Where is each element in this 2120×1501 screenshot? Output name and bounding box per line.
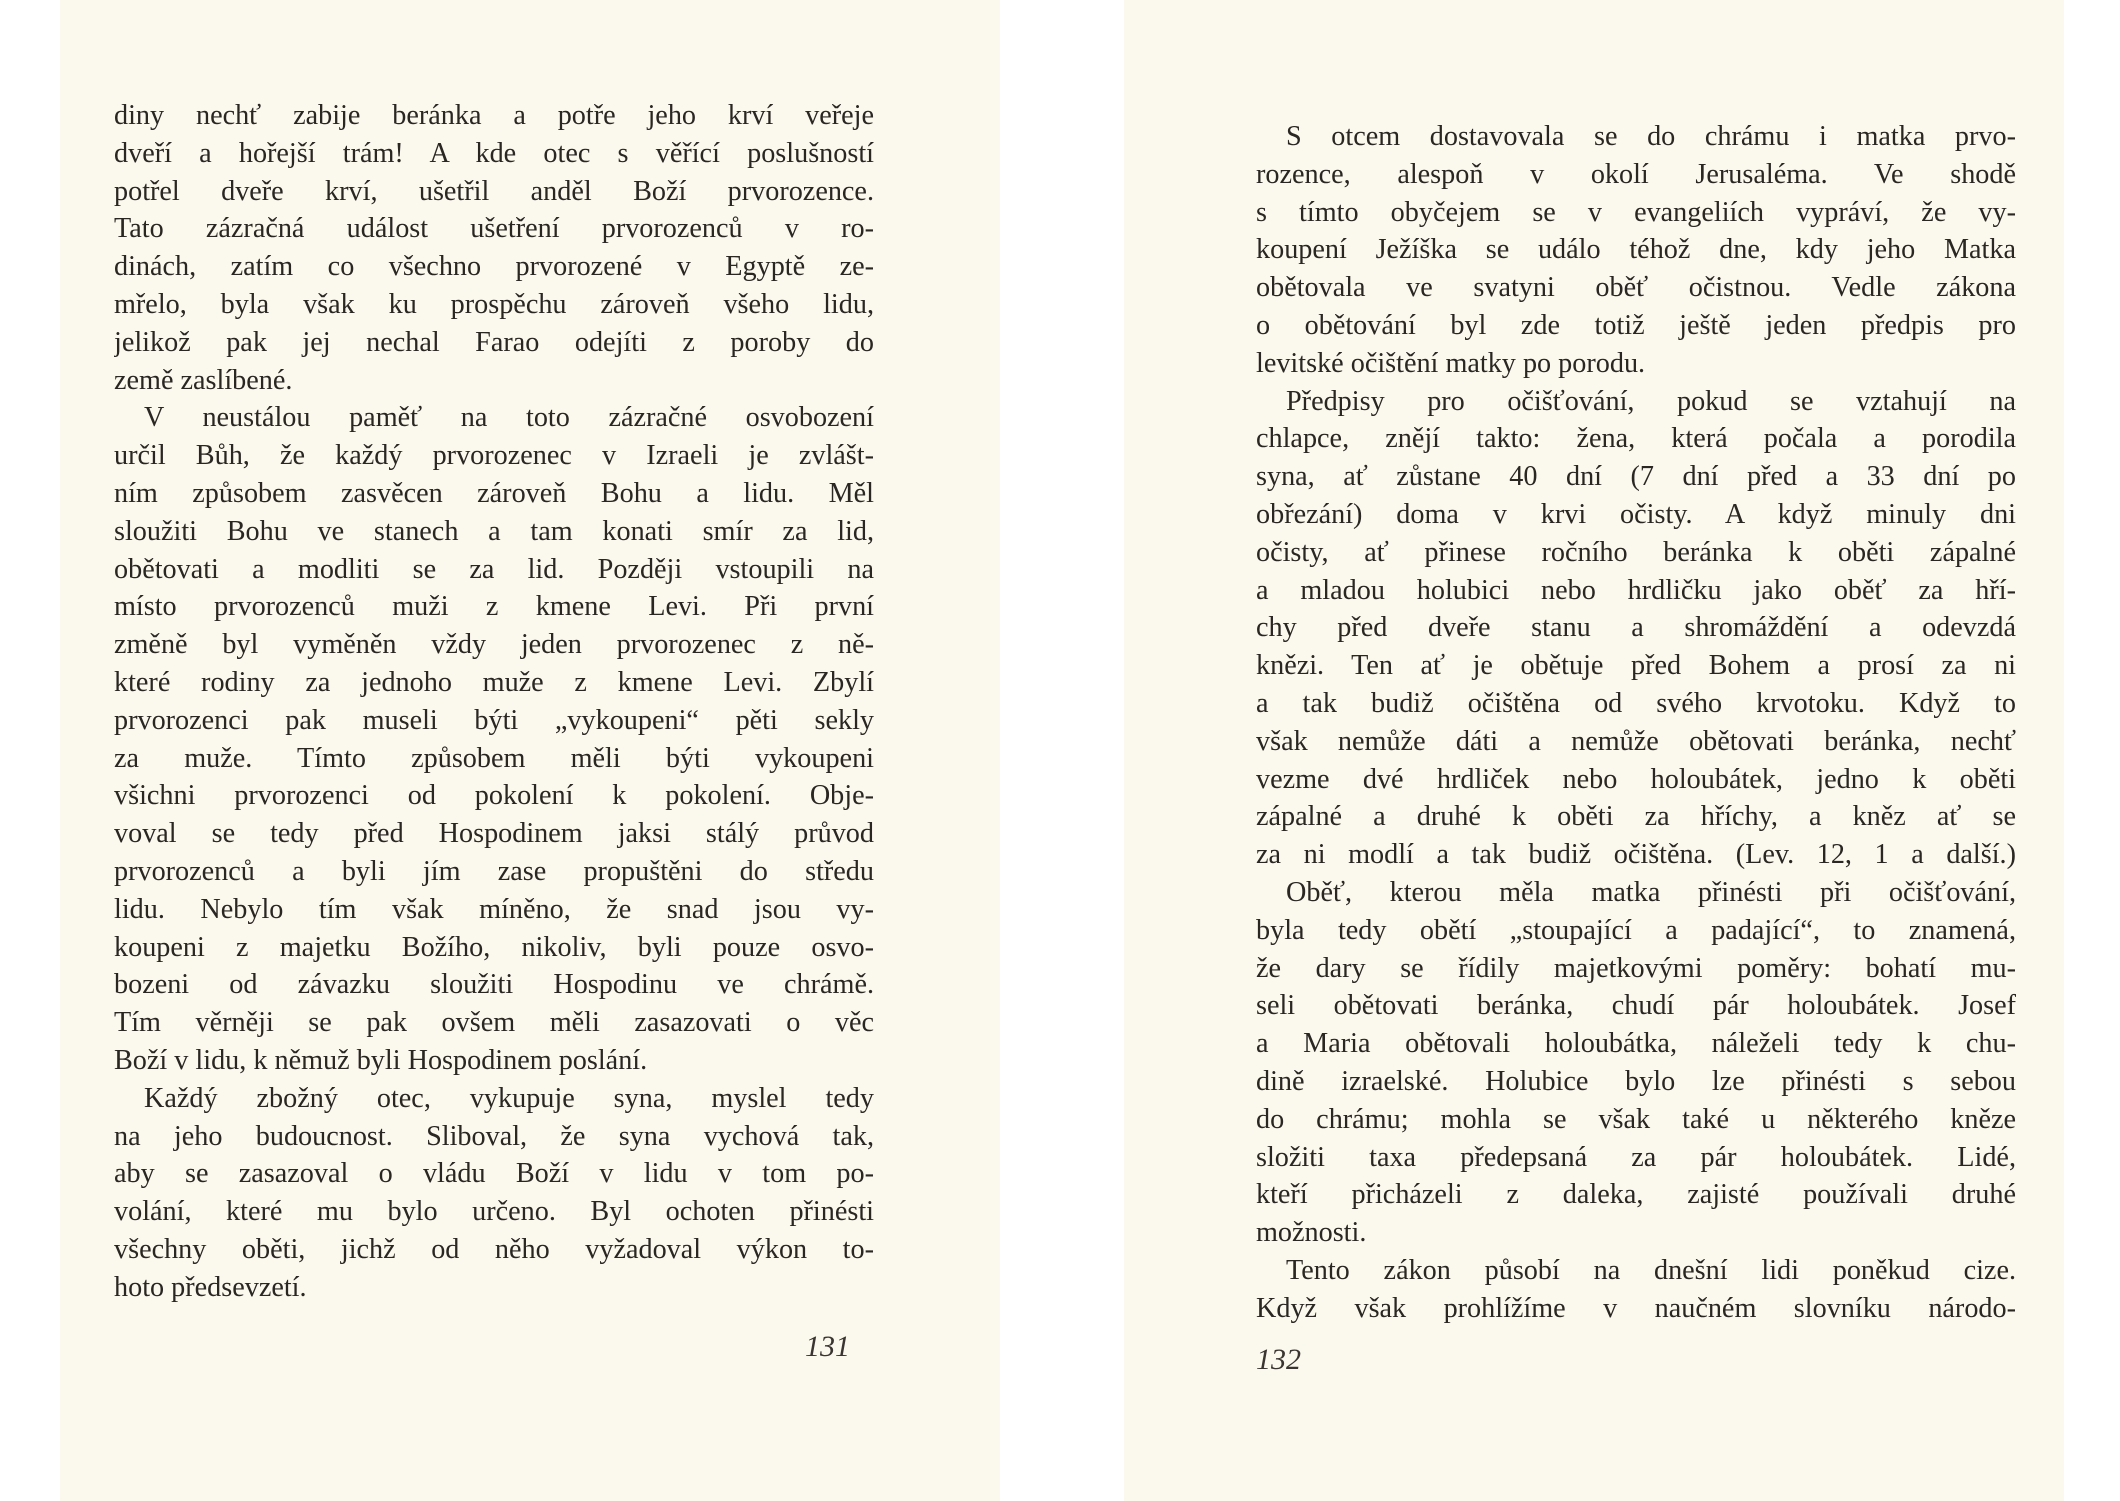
text-line: určil Bůh, že každý prvorozenec v Izraeli je zvlášt- [114,440,874,472]
text-line: obětovala ve svatyni oběť očistnou. Vedle zákona [1256,272,2016,304]
text-line: Tato zázračná událost ušetření prvorozenců v ro- [114,213,874,245]
text-line: syna, ať zůstane 40 dní (7 dní před a 33 dní po [1256,461,2016,493]
text-line: změně byl vyměněn vždy jeden prvorozenec z ně- [114,629,874,661]
text-line: aby se zasazoval o vládu Boží v lidu v tom po- [114,1158,874,1190]
text-line: seli obětovati beránka, chudí pár holoubátek. Josef [1256,990,2016,1022]
text-line: prvorozenci pak museli býti „vykoupeni“ pěti sekly [114,704,874,736]
text-line: dině izraelské. Holubice bylo lze přinésti s sebou [1256,1065,2016,1097]
text-line: za ni modlí a tak budiž očištěna. (Lev. 12, 1 a další.) [1256,839,2016,871]
text-line: mřelo, byla však ku prospěchu zároveň všeho lidu, [114,288,874,320]
text-line: složiti taxa předepsaná za pár holoubátek. Lidé, [1256,1141,2016,1173]
text-line: Oběť, kterou měla matka přinésti při očišťování, [1286,876,2016,908]
right-page-text [1256,118,2016,1328]
text-line: chlapce, znějí takto: žena, která počala a porodila [1256,423,2016,455]
text-line: o obětování byl zde totiž ještě jeden předpis pro [1256,309,2016,341]
text-line: obřezání) doma v krvi očisty. A když minuly dni [1256,498,2016,530]
text-line: a mladou holubici nebo hrdličku jako oběť za hří- [1256,574,2016,606]
text-line: sloužiti Bohu ve stanech a tam konati smír za lid, [114,515,874,547]
text-line: diny nechť zabije beránka a potře jeho krví veřeje [114,100,874,131]
text-line: možnosti. [1256,1217,1367,1249]
text-line: byla tedy obětí „stoupající a padající“, to znamená, [1256,914,2016,946]
text-line: S otcem dostavovala se do chrámu i matka prvo- [1286,121,2016,152]
text-line: ním způsobem zasvěcen zároveň Bohu a lidu. Měl [114,477,874,509]
text-line: jelikož pak jej nechal Farao odejíti z poroby do [114,326,874,358]
text-line: obětovati a modliti se za lid. Později vstoupili na [114,553,874,585]
left-page [60,0,1000,1501]
text-line: a tak budiž očištěna od svého krvotoku. Když to [1256,687,2016,719]
text-line: místo prvorozenců muži z kmene Levi. Při první [114,591,874,623]
text-line: koupeni z majetku Božího, nikoliv, byli pouze osvo- [114,931,874,963]
right-page [1124,0,2064,1501]
text-line: do chrámu; mohla se však také u některého kněze [1256,1103,2016,1135]
text-line: všichni prvorozenci od pokolení k pokolení. Obje- [114,780,874,812]
text-line: Tím věrněji se pak ovšem měli zasazovati o věc [114,1007,874,1039]
text-line: za muže. Tímto způsobem měli býti vykoupeni [114,742,874,774]
text-line: hoto předsevzetí. [114,1271,307,1303]
text-line: s tímto obyčejem se v evangeliích vypráví, že vy- [1256,196,2016,228]
text-line: lidu. Nebylo tím však míněno, že snad jsou vy- [114,893,874,925]
text-line: V neustálou paměť na toto zázračné osvobození [144,402,874,434]
text-line: dveří a hořejší trám! A kde otec s věřící poslušností [114,137,874,169]
text-line: bozeni od závazku sloužiti Hospodinu ve chrámě. [114,969,874,1001]
text-line: všechny oběti, jichž od něho vyžadoval výkon to- [114,1233,874,1265]
text-line: a Maria obětovali holoubátka, náleželi tedy k chu- [1256,1028,2016,1060]
text-line: Boží v lidu, k němuž byli Hospodinem poslání. [114,1044,648,1076]
text-line: země zaslíbené. [114,364,293,396]
text-line: že dary se řídily majetkovými poměry: bohatí mu- [1256,952,2016,984]
text-line: prvorozenců a byli jím zase propuštěni do středu [114,855,874,887]
text-line: chy před dveře stanu a shromáždění a odevzdá [1256,612,2016,644]
text-line: které rodiny za jednoho muže z kmene Levi. Zbylí [114,666,874,698]
text-line: dinách, zatím co všechno prvorozené v Egyptě ze- [114,251,874,283]
text-line: knězi. Ten ať je obětuje před Bohem a prosí za ni [1256,650,2016,682]
text-line: Když však prohlížíme v naučném slovníku národo- [1256,1292,2016,1324]
text-line: však nemůže dáti a nemůže obětovati beránka, nechť [1256,725,2016,757]
page-number: 132 [1256,1343,1301,1376]
text-line: rozence, alespoň v okolí Jerusaléma. Ve shodě [1256,158,2016,190]
text-line: levitské očištění matky po porodu. [1256,347,1646,379]
text-line: voval se tedy před Hospodinem jaksi stálý průvod [114,818,874,850]
text-line: potřel dveře krví, ušetřil anděl Boží prvorozence. [114,175,874,207]
text-line: zápalné a druhé k oběti za hříchy, a kněz ať se [1256,801,2016,833]
left-page-text [114,97,874,1307]
text-line: vezme dvé hrdliček nebo holoubátek, jedno k oběti [1256,763,2016,795]
text-line: očisty, ať přinese ročního beránka k oběti zápalné [1256,536,2016,568]
text-line: na jeho budoucnost. Sliboval, že syna vychová tak, [114,1120,874,1152]
text-line: volání, které mu bylo určeno. Byl ochoten přinésti [114,1196,874,1228]
page-number: 131 [805,1330,850,1363]
text-line: koupení Ježíška se událo téhož dne, kdy jeho Matka [1256,234,2016,266]
text-line: kteří přicházeli z daleka, zajisté používali druhé [1256,1179,2016,1211]
text-line: Předpisy pro očišťování, pokud se vztahují na [1286,385,2016,417]
text-line: Tento zákon působí na dnešní lidi poněkud cize. [1286,1254,2016,1286]
text-line: Každý zbožný otec, vykupuje syna, myslel tedy [144,1082,874,1114]
